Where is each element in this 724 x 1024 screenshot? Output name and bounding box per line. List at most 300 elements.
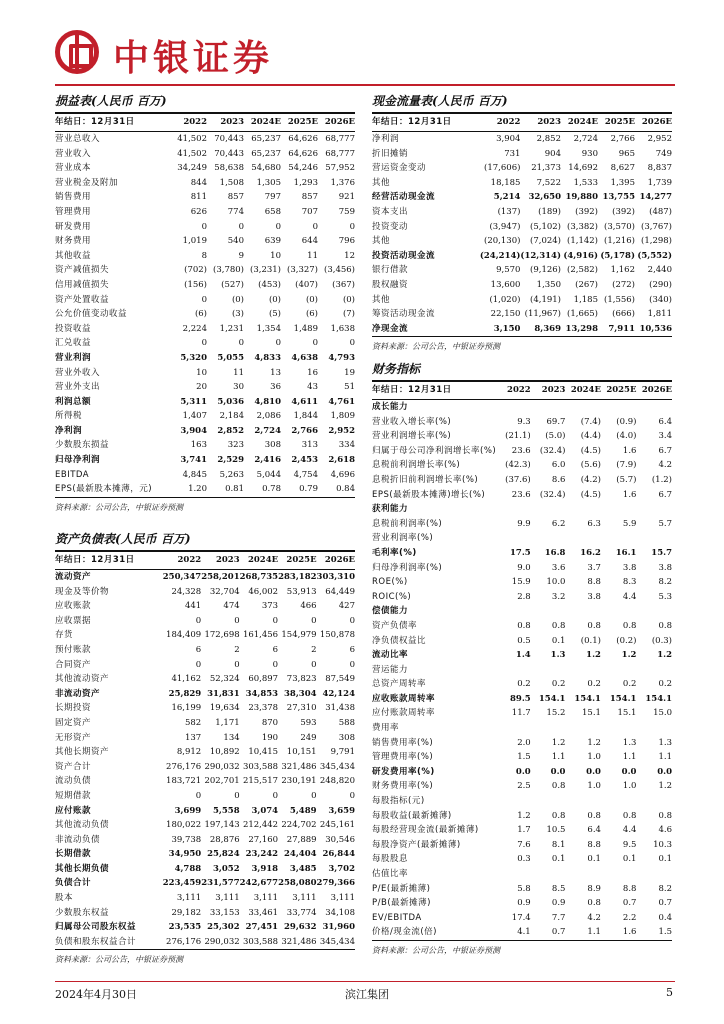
- cell-value: 8.9: [587, 883, 601, 894]
- cell-value: 23,242: [245, 849, 279, 860]
- cell-value: 1.2: [517, 810, 531, 821]
- cell-value: 3,659: [328, 805, 355, 816]
- cell-value: 0.9: [517, 898, 531, 909]
- cell-value: 0: [349, 615, 355, 626]
- table-row: [372, 415, 672, 430]
- source-note: 资料来源：公司公告，中银证券预测: [55, 955, 183, 965]
- cell-value: 249: [300, 732, 317, 743]
- cell-value: 154.1: [574, 693, 601, 704]
- table-row: [55, 132, 355, 147]
- table-row: [372, 147, 672, 162]
- row-label: 长期投资: [55, 703, 92, 714]
- cell-value: 441: [184, 601, 202, 612]
- cell-value: 0.8: [658, 810, 672, 821]
- column-header: 年结日：12月31日: [55, 552, 163, 570]
- cell-value: 10.3: [653, 839, 672, 850]
- source-note: 资料来源：公司公告，中银证券预测: [55, 502, 183, 512]
- table-row: [372, 604, 672, 619]
- row-label: 营运资金变动: [372, 163, 427, 174]
- cell-value: 23.6: [511, 445, 531, 456]
- cell-value: 6.0: [551, 460, 566, 471]
- cell-value: 0.0: [586, 766, 601, 777]
- table-row: [372, 706, 672, 721]
- cell-value: 276,176: [163, 935, 201, 950]
- cell-value: 303,588: [240, 935, 278, 950]
- cell-value: 1,407: [182, 411, 207, 422]
- cell-value: 0.8: [551, 810, 566, 821]
- cell-value: 0.8: [587, 810, 601, 821]
- cell-value: 11: [233, 367, 244, 378]
- table-row: [55, 570, 355, 585]
- table-row: [55, 585, 355, 600]
- cell-value: (2,582): [567, 265, 598, 276]
- row-label: 财务费用: [55, 236, 92, 247]
- cell-value: [565, 867, 601, 882]
- cell-value: 1,489: [293, 323, 318, 334]
- cell-value: 2: [311, 644, 317, 655]
- cell-value: 5,558: [213, 805, 240, 816]
- cell-value: [531, 867, 566, 882]
- cell-value: 10: [270, 250, 281, 261]
- row-label: 营业总收入: [55, 134, 101, 144]
- cell-value: [601, 604, 637, 619]
- cell-value: [601, 867, 637, 882]
- cell-value: 1,185: [573, 294, 598, 305]
- cell-value: 2,440: [647, 265, 672, 276]
- cell-value: 68,777: [325, 134, 355, 144]
- table-row: [55, 716, 355, 731]
- cell-value: [636, 604, 672, 619]
- cell-value: 163: [190, 440, 207, 451]
- column-header: 2026E: [636, 382, 672, 400]
- cell-value: 70,443: [214, 148, 244, 159]
- cell-value: (4.4): [580, 431, 601, 442]
- footer-date: 2024年4月30日: [55, 988, 137, 1001]
- cell-value: 27,451: [245, 922, 279, 933]
- cell-value: 921: [338, 192, 355, 203]
- row-label: 资产合计: [55, 761, 92, 772]
- row-label: 其他: [372, 177, 391, 188]
- cell-value: 811: [190, 192, 207, 203]
- cell-value: 283,182: [278, 572, 317, 582]
- cell-value: (1,216): [604, 236, 635, 247]
- cell-value: (1,142): [567, 236, 598, 247]
- cell-value: [636, 531, 672, 546]
- cell-value: 10,892: [209, 747, 240, 758]
- cell-value: [531, 531, 566, 546]
- cell-value: 334: [338, 440, 355, 451]
- cell-value: 30: [233, 382, 244, 393]
- table-row: [372, 176, 672, 191]
- row-label: 合同资产: [55, 659, 92, 670]
- table-row: [55, 322, 355, 337]
- row-label: 股权融资: [372, 279, 409, 290]
- cell-value: 27,889: [286, 834, 317, 845]
- row-label: 每股股息: [372, 854, 409, 865]
- cell-value: 0.79: [281, 482, 318, 497]
- table-row: [372, 838, 672, 853]
- cell-value: 0.3: [517, 854, 531, 865]
- table-row: [55, 614, 355, 629]
- cell-value: 134: [223, 732, 240, 743]
- table-row: [55, 920, 355, 935]
- cell-value: (3,382): [567, 221, 598, 232]
- cell-value: 4,833: [254, 352, 281, 363]
- cell-value: 321,486: [278, 935, 316, 950]
- cell-value: 1.20: [170, 482, 207, 497]
- row-label: 毛利率(%): [372, 547, 417, 558]
- cell-value: (4.5): [580, 445, 601, 456]
- cell-value: (189): [538, 206, 561, 217]
- cell-value: 9: [238, 250, 244, 261]
- table-row: [55, 380, 355, 395]
- row-label: 价格/现金流(倍): [372, 925, 496, 940]
- row-label: 固定资产: [55, 717, 92, 728]
- cell-value: 0.7: [658, 898, 672, 909]
- cell-value: (0): [342, 294, 355, 305]
- cell-value: 0.81: [207, 482, 244, 497]
- cell-value: 1,395: [610, 177, 635, 188]
- cell-value: 25,824: [207, 849, 240, 860]
- cell-value: [565, 794, 601, 809]
- row-label: 非流动负债: [55, 834, 101, 845]
- cell-value: 15.7: [651, 547, 672, 558]
- cell-value: 0: [311, 615, 317, 626]
- row-label: 归属于母公司净利润增长率(%): [372, 445, 497, 456]
- table-row: [372, 249, 672, 264]
- cell-value: 0: [312, 338, 318, 349]
- cell-value: (0.3): [651, 635, 672, 646]
- row-label: 流动比率: [372, 650, 409, 661]
- cell-value: 323: [227, 440, 244, 451]
- row-label: 总资产周转率: [372, 679, 427, 690]
- cell-value: (5.0): [545, 431, 566, 442]
- table-row: [55, 453, 355, 468]
- cell-value: (12,314): [520, 250, 561, 261]
- cell-value: 0.8: [517, 620, 531, 631]
- cell-value: 0.8: [551, 781, 566, 792]
- cell-value: 303,310: [316, 572, 355, 582]
- cell-value: (5.7): [616, 474, 637, 485]
- row-label: 其他: [372, 294, 391, 305]
- row-label: 其他: [372, 236, 391, 247]
- cell-value: (4.0): [616, 431, 637, 442]
- row-label: 资产减值损失: [55, 265, 110, 276]
- cell-value: 1.1: [565, 925, 601, 940]
- cell-value: 1.2: [586, 650, 601, 661]
- cell-value: 1.0: [587, 752, 601, 763]
- table-row: [372, 634, 672, 649]
- table-row: [372, 293, 672, 308]
- cell-value: 2,852: [217, 425, 244, 436]
- table-row: [55, 395, 355, 410]
- row-label: 营业利润增长率(%): [372, 431, 452, 442]
- cell-value: 1.1: [622, 752, 637, 763]
- row-label: 应收账款: [55, 601, 92, 612]
- cell-value: 65,237: [251, 148, 281, 159]
- cell-value: 6.7: [658, 489, 672, 500]
- cell-value: 10.0: [546, 577, 566, 588]
- table-row: [372, 234, 672, 249]
- cell-value: [531, 400, 566, 415]
- cell-value: 34,108: [325, 907, 355, 918]
- cell-value: 0.0: [550, 766, 566, 777]
- cell-value: 1,171: [215, 717, 240, 728]
- cell-value: 30,546: [325, 834, 355, 845]
- cell-value: 1.5: [636, 925, 672, 940]
- column-header: 2022: [170, 114, 207, 132]
- table-row: [372, 852, 672, 867]
- cell-value: 161,456: [242, 630, 279, 641]
- row-label: EBITDA: [55, 469, 90, 480]
- cell-value: (3,767): [641, 221, 672, 232]
- section-title: 财务指标: [372, 360, 672, 382]
- table-row: [372, 444, 672, 459]
- row-label: 所得税: [55, 411, 83, 422]
- cell-value: 26,844: [322, 849, 355, 860]
- cell-value: 774: [227, 206, 244, 217]
- column-header: 2022: [480, 114, 521, 132]
- table-row: [372, 400, 672, 415]
- cell-value: 4.4: [622, 591, 637, 602]
- row-label: 营业利润率(%): [372, 533, 434, 544]
- cell-value: [636, 400, 672, 415]
- cell-value: [636, 663, 672, 678]
- cell-value: (290): [649, 279, 672, 290]
- table-row: [372, 488, 672, 503]
- table-row: [55, 599, 355, 614]
- row-label: 折旧摊销: [372, 148, 409, 159]
- cell-value: 150,878: [319, 630, 355, 641]
- cell-value: 8,912: [176, 747, 202, 758]
- cell-value: 23,378: [248, 703, 279, 714]
- cell-value: (340): [649, 294, 672, 305]
- cell-value: 1.3: [622, 737, 637, 748]
- cell-value: (32.4): [539, 489, 566, 500]
- cell-value: 4,638: [291, 352, 318, 363]
- cell-value: 18,185: [490, 177, 521, 188]
- row-label: ROE(%): [372, 577, 408, 588]
- cell-value: 3.6: [551, 562, 566, 573]
- cell-value: 89.5: [510, 693, 531, 704]
- cell-value: (137): [497, 206, 521, 217]
- table-row: [55, 760, 355, 775]
- table-row: [55, 307, 355, 322]
- cell-value: 2,529: [217, 455, 244, 466]
- cell-value: 1,508: [219, 177, 244, 188]
- cell-value: 0.8: [622, 810, 637, 821]
- table-row: [55, 876, 355, 891]
- table-row: [372, 750, 672, 765]
- cell-value: (24,214): [479, 250, 521, 261]
- cell-value: 8: [201, 250, 207, 261]
- cell-value: 308: [338, 732, 355, 743]
- row-label: 筹资活动现金流: [372, 309, 436, 320]
- cell-value: 4,793: [328, 352, 355, 363]
- cell-value: 2,724: [254, 425, 281, 436]
- column-header: 年结日：12月31日: [372, 114, 480, 132]
- cell-value: 64,449: [325, 586, 355, 597]
- cell-value: 3,904: [180, 425, 207, 436]
- cell-value: 258,080: [278, 878, 317, 889]
- table-row: [372, 307, 672, 322]
- cell-value: (5,178): [600, 250, 635, 261]
- section-title: 现金流量表(人民币 百万): [372, 92, 672, 114]
- cell-value: (3,780): [213, 265, 244, 276]
- cell-value: 58,638: [214, 163, 244, 174]
- cell-value: 4,810: [254, 396, 281, 407]
- table-row: [372, 692, 672, 707]
- cell-value: 0.2: [658, 679, 672, 690]
- cell-value: 70,443: [214, 134, 244, 144]
- cell-value: 2,453: [291, 455, 318, 466]
- cell-value: 0.78: [244, 482, 281, 497]
- cell-value: 1.2: [657, 650, 672, 661]
- table-row: [372, 809, 672, 824]
- cell-value: 3.7: [587, 562, 601, 573]
- cell-value: 857: [227, 192, 244, 203]
- row-label: 费用率: [372, 723, 400, 734]
- cell-value: 2.0: [517, 737, 531, 748]
- cell-value: [565, 663, 601, 678]
- cell-value: 0: [349, 659, 355, 670]
- cell-value: [601, 531, 637, 546]
- cell-value: 3,111: [292, 893, 317, 904]
- cell-value: 0: [275, 338, 281, 349]
- income-statement-section: [55, 92, 355, 513]
- table-row: [372, 429, 672, 444]
- table-row: [372, 896, 672, 911]
- cell-value: 15.2: [546, 708, 566, 719]
- cell-value: 8,837: [647, 163, 672, 174]
- cell-value: 60,897: [248, 674, 279, 685]
- cell-value: 69.7: [546, 416, 566, 427]
- cell-value: 33,461: [248, 907, 279, 918]
- table-row: [55, 672, 355, 687]
- cell-value: [531, 502, 566, 517]
- cell-value: 12: [344, 250, 355, 261]
- row-label: 投资收益: [55, 323, 92, 334]
- column-header: 2024E: [240, 552, 278, 570]
- cell-value: 258,201: [201, 572, 240, 582]
- cell-value: 8.3: [622, 577, 637, 588]
- table-row: [55, 438, 355, 453]
- cell-value: (1,020): [489, 294, 521, 305]
- cell-value: 1,638: [330, 323, 355, 334]
- cell-value: 0: [275, 221, 281, 232]
- cell-value: 707: [301, 206, 318, 217]
- row-label: 营运能力: [372, 664, 409, 675]
- cell-value: 0: [238, 338, 244, 349]
- cell-value: 14,692: [568, 163, 598, 174]
- row-label: 销售费用率(%): [372, 737, 434, 748]
- row-label: 流动负债: [55, 776, 92, 787]
- cell-value: 6.2: [551, 518, 566, 529]
- cell-value: 1.2: [551, 737, 566, 748]
- cell-value: (156): [184, 279, 207, 290]
- cell-value: 197,143: [204, 820, 240, 831]
- cell-value: (702): [184, 265, 207, 276]
- row-label: 无形资产: [55, 732, 92, 743]
- table-row: [55, 804, 355, 819]
- cell-value: 5,489: [289, 805, 317, 816]
- cell-value: 215,517: [242, 776, 279, 787]
- cell-value: 0: [195, 790, 202, 801]
- cell-value: 0: [238, 221, 244, 232]
- cell-value: 1,293: [293, 177, 318, 188]
- column-header: 2023: [520, 114, 561, 132]
- cell-value: 8.5: [551, 883, 566, 894]
- source-note: 资料来源：公司公告，中银证券预测: [372, 342, 500, 352]
- cell-value: 0.8: [587, 620, 601, 631]
- cell-value: [496, 400, 531, 415]
- cell-value: 308: [264, 440, 281, 451]
- cell-value: 1.6: [622, 489, 637, 500]
- cell-value: (21.1): [505, 431, 531, 442]
- cell-value: 33,774: [286, 907, 317, 918]
- cell-value: 1.6: [622, 445, 637, 456]
- cell-value: 276,176: [166, 761, 202, 772]
- cell-value: [496, 502, 531, 517]
- cell-value: 3,702: [328, 863, 355, 874]
- footer-company: 滨江集团: [345, 988, 389, 1001]
- row-label: 研发费用: [55, 221, 92, 232]
- table-row: [372, 546, 672, 561]
- cell-value: 5.8: [517, 883, 531, 894]
- column-header: 2023: [207, 114, 244, 132]
- row-label: 投资活动现金流: [372, 250, 436, 261]
- table-header-row: [55, 114, 355, 132]
- cell-value: 0: [272, 790, 279, 801]
- cell-value: 6.3: [587, 518, 601, 529]
- cell-value: 3,918: [251, 863, 279, 874]
- cell-value: 31,960: [322, 922, 355, 933]
- row-label: 研发费用率(%): [372, 766, 435, 777]
- cell-value: (5,102): [530, 221, 561, 232]
- cell-value: [565, 721, 601, 736]
- column-header: 2025E: [598, 114, 635, 132]
- cell-value: 373: [261, 601, 279, 612]
- cell-value: 0.8: [587, 898, 601, 909]
- cell-value: 8.2: [658, 577, 672, 588]
- cell-value: 0: [195, 615, 202, 626]
- cell-value: 41,502: [177, 134, 207, 144]
- cell-value: (7.4): [580, 416, 601, 427]
- cell-value: 11.7: [511, 708, 531, 719]
- cell-value: 5.3: [658, 591, 672, 602]
- cell-value: 9,791: [330, 747, 355, 758]
- row-label: 成长能力: [372, 402, 409, 412]
- cell-value: 31,438: [325, 703, 355, 714]
- cell-value: (1.2): [651, 474, 672, 485]
- cell-value: 3,111: [176, 893, 202, 904]
- cell-value: 4.2: [587, 912, 601, 923]
- table-row: [55, 263, 355, 278]
- cell-value: 5,320: [180, 352, 207, 363]
- footer-divider: [55, 981, 675, 982]
- row-label: 应收票据: [55, 615, 92, 626]
- cell-value: (17,606): [484, 163, 521, 174]
- table-row: [372, 132, 672, 147]
- financial-ratios-table: [372, 382, 672, 941]
- row-label: 净负债权益比: [372, 635, 427, 646]
- cell-value: 593: [300, 717, 317, 728]
- table-row: [372, 263, 672, 278]
- cell-value: 3.4: [658, 431, 672, 442]
- cell-value: 0: [349, 790, 355, 801]
- column-header: 2023: [201, 552, 239, 570]
- table-row: [372, 677, 672, 692]
